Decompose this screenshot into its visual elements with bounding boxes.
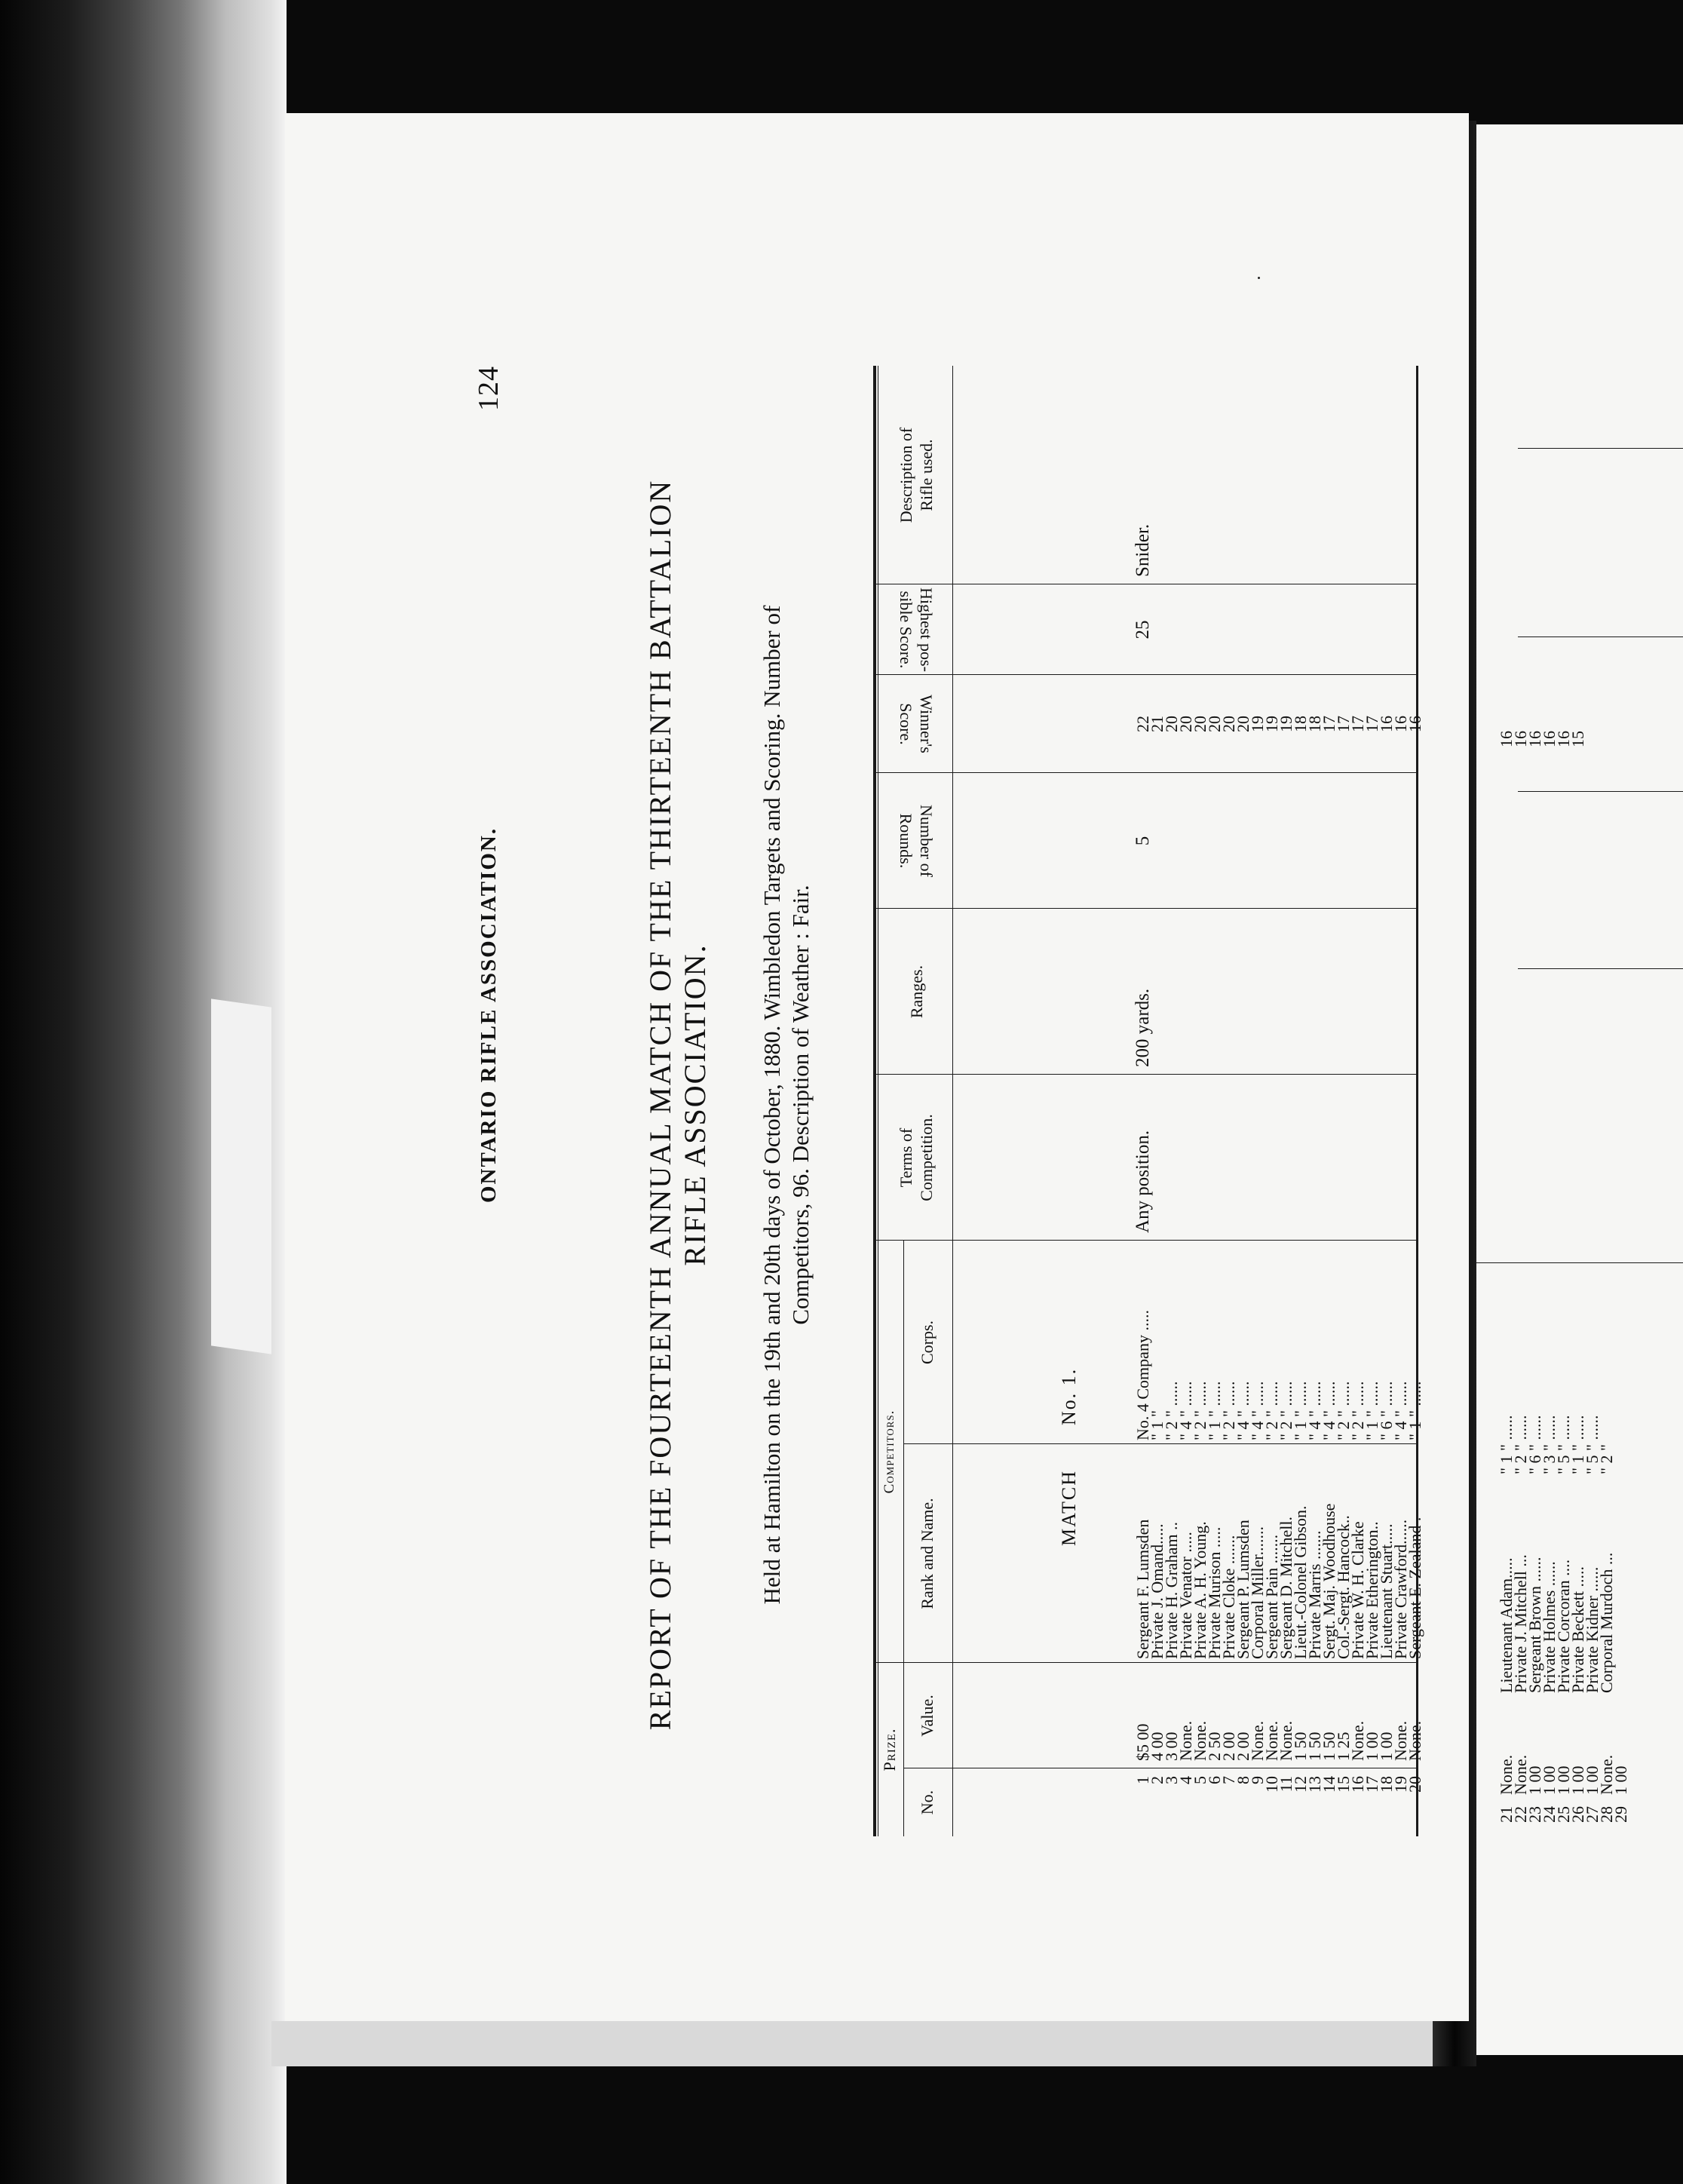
row-corps: " 2 " ...... bbox=[1191, 1381, 1209, 1440]
row-competitor-name: Corporal Miller....... bbox=[1248, 1526, 1267, 1659]
row-prize-value: 1 00 bbox=[1377, 1732, 1396, 1761]
row-corps: " 4 " ...... bbox=[1248, 1381, 1267, 1440]
row-corps: " 1 " ...... bbox=[1497, 1415, 1516, 1474]
row-prize-value: 2 00 bbox=[1219, 1732, 1238, 1761]
row-number: 7 bbox=[1219, 1776, 1238, 1784]
row-corps: " 2 " ...... bbox=[1334, 1381, 1353, 1440]
row-score: 18 bbox=[1291, 716, 1310, 732]
row-number: 26 bbox=[1568, 1806, 1587, 1823]
header-prize: Prize. bbox=[880, 1728, 899, 1771]
match-label: MATCH bbox=[1058, 1469, 1080, 1546]
row-prize-value: None. bbox=[1176, 1720, 1195, 1761]
header-terms: Terms of Competition. bbox=[897, 1114, 936, 1201]
header-corps: Corps. bbox=[918, 1320, 937, 1365]
row-competitor-name: Private Murison ..... bbox=[1205, 1526, 1224, 1659]
row-competitor-name: Private Crawford...... bbox=[1391, 1519, 1410, 1659]
row-number: 9 bbox=[1248, 1776, 1267, 1784]
report-title-line-2: RIFLE ASSOCIATION. bbox=[678, 943, 712, 1266]
row-corps: " 1 " ...... bbox=[1568, 1415, 1587, 1474]
row-score bbox=[1599, 698, 1614, 781]
row-number: 1 bbox=[1133, 1776, 1152, 1784]
next-col-sep bbox=[1518, 791, 1683, 792]
row-prize-value: None. bbox=[1191, 1720, 1209, 1761]
row-prize-value: 1 50 bbox=[1291, 1732, 1310, 1761]
row-score: 18 bbox=[1305, 716, 1324, 732]
row-corps: No. 4 Company ..... bbox=[1133, 1310, 1152, 1440]
row-competitor-name: Private Beckett ..... bbox=[1568, 1566, 1587, 1693]
header-rank-name: Rank and Name. bbox=[918, 1498, 937, 1609]
row-prize-value: None. bbox=[1497, 1754, 1516, 1795]
row-score: 20 bbox=[1234, 716, 1252, 732]
row-competitor-name: Corporal Murdoch ... bbox=[1597, 1552, 1616, 1693]
row-prize-value: 1 00 bbox=[1525, 1765, 1544, 1795]
row-competitor-name: Private Marris ....... bbox=[1305, 1530, 1324, 1659]
row-number: 12 bbox=[1291, 1776, 1310, 1793]
header-bottom-rule bbox=[952, 366, 953, 1836]
row-number: 15 bbox=[1334, 1776, 1353, 1793]
report-title-line-1: REPORT OF THE FOURTEENTH ANNUAL MATCH OF THE THIRTEENTH BATTALION bbox=[643, 479, 677, 1731]
header-value: Value. bbox=[918, 1695, 937, 1737]
row-prize-value: 1 25 bbox=[1334, 1732, 1353, 1761]
row-competitor-name: Private Cloke ....... bbox=[1219, 1535, 1238, 1659]
row-number: 21 bbox=[1497, 1806, 1516, 1823]
row-score bbox=[1614, 698, 1628, 781]
column-rank-name bbox=[1133, 1446, 1424, 1659]
report-title bbox=[643, 113, 726, 2021]
row-corps: " 5 " ...... bbox=[1554, 1415, 1573, 1474]
row-number: 5 bbox=[1191, 1776, 1209, 1784]
row-competitor-name: Sergeant F. Lumsden bbox=[1133, 1519, 1152, 1659]
row-corps: " 4 " ...... bbox=[1320, 1381, 1338, 1440]
next-column-winners-score bbox=[1499, 698, 1628, 781]
row-number: 10 bbox=[1262, 1776, 1281, 1793]
header-rifle: Description of Rifle used. bbox=[897, 427, 936, 523]
row-competitor-name: Private J. Mitchell ... bbox=[1511, 1554, 1530, 1693]
row-number: 8 bbox=[1234, 1776, 1252, 1784]
row-number: 19 bbox=[1391, 1776, 1410, 1793]
rifle-value: Snider. bbox=[1133, 523, 1153, 577]
header-no: No. bbox=[918, 1790, 937, 1815]
row-score: 16 bbox=[1554, 731, 1573, 747]
column-winners-score bbox=[1133, 682, 1424, 765]
row-score: 16 bbox=[1497, 731, 1516, 747]
column-corps bbox=[1133, 1243, 1424, 1440]
row-prize-value: None. bbox=[1348, 1720, 1367, 1761]
row-number: 27 bbox=[1583, 1806, 1602, 1823]
row-competitor-name: Private Holmes ...... bbox=[1540, 1561, 1559, 1693]
row-score: 17 bbox=[1363, 716, 1381, 732]
row-number: 20 bbox=[1406, 1776, 1424, 1793]
row-corps: " 2 " ...... bbox=[1348, 1381, 1367, 1440]
range-value: 200 yards. bbox=[1133, 988, 1153, 1067]
row-prize-value: 1 50 bbox=[1305, 1732, 1324, 1761]
rotated-page-content bbox=[285, 113, 1469, 2021]
row-competitor-name: Private Etherington.. bbox=[1363, 1521, 1381, 1659]
row-prize-value: 1 00 bbox=[1554, 1765, 1573, 1795]
row-prize-value: None. bbox=[1262, 1720, 1281, 1761]
row-corps: " 4 " ...... bbox=[1305, 1381, 1324, 1440]
row-number: 17 bbox=[1363, 1776, 1381, 1793]
row-number: 11 bbox=[1277, 1776, 1295, 1793]
row-competitor-name: Private J. Omand..... bbox=[1148, 1523, 1166, 1659]
row-score: 16 bbox=[1540, 731, 1559, 747]
row-prize-value: 2 00 bbox=[1234, 1732, 1252, 1761]
row-score: 17 bbox=[1320, 716, 1338, 732]
book-page-125-partial bbox=[1476, 124, 1683, 2055]
running-title: ONTARIO RIFLE ASSOCIATION. bbox=[477, 827, 501, 1203]
row-number: 3 bbox=[1162, 1776, 1181, 1784]
row-score: 20 bbox=[1191, 716, 1209, 732]
competitors-header-rule bbox=[903, 1241, 904, 1663]
row-score: 16 bbox=[1406, 716, 1424, 732]
row-corps: " 1 " ...... bbox=[1363, 1381, 1381, 1440]
row-score: 19 bbox=[1262, 716, 1281, 732]
row-score: 16 bbox=[1377, 716, 1396, 732]
row-corps: " 6 " ...... bbox=[1377, 1381, 1396, 1440]
book-page-124 bbox=[285, 113, 1469, 2021]
table-top-rule bbox=[873, 366, 876, 1836]
row-competitor-name: Private W. H. Clarke bbox=[1348, 1521, 1367, 1659]
row-number: 2 bbox=[1148, 1776, 1166, 1784]
row-competitor-name: Sergeant E. Zealand . bbox=[1406, 1517, 1424, 1659]
row-corps: " 1 " bbox=[1148, 1410, 1166, 1440]
next-column-corps bbox=[1499, 1271, 1628, 1474]
row-corps: " 3 " ...... bbox=[1540, 1415, 1559, 1474]
row-competitor-name: Private A. H. Young. bbox=[1191, 1521, 1209, 1659]
row-corps: " 5 " ...... bbox=[1583, 1415, 1602, 1474]
highest-value: 25 bbox=[1133, 620, 1153, 640]
row-number: 13 bbox=[1305, 1776, 1324, 1793]
row-number: 24 bbox=[1540, 1806, 1559, 1823]
row-competitor-name: Sergt. Maj. Woodhouse bbox=[1320, 1503, 1338, 1659]
print-speck bbox=[1258, 277, 1260, 279]
row-prize-value: None. bbox=[1277, 1720, 1295, 1761]
row-corps: " 4 " ...... bbox=[1234, 1381, 1252, 1440]
row-corps: " 1 " ...... bbox=[1205, 1381, 1224, 1440]
row-corps: " 1 " ...... bbox=[1406, 1381, 1424, 1440]
row-score: 15 bbox=[1568, 731, 1587, 747]
row-score: 17 bbox=[1334, 716, 1353, 732]
row-corps: " 2 " ...... bbox=[1162, 1381, 1181, 1440]
row-competitor-name: Sergeant Brown ...... bbox=[1525, 1557, 1544, 1693]
match-details-line-2: Competitors, 96. Description of Weather : Fair. bbox=[787, 885, 814, 1325]
row-number: 25 bbox=[1554, 1806, 1573, 1823]
row-score: 20 bbox=[1176, 716, 1195, 732]
row-prize-value: 1 00 bbox=[1583, 1765, 1602, 1795]
header-rounds: Number of Rounds. bbox=[897, 805, 936, 877]
row-prize-value: 1 00 bbox=[1568, 1765, 1587, 1795]
running-head bbox=[472, 113, 517, 2021]
row-competitor-name: Sergeant P. Lumsden bbox=[1234, 1520, 1252, 1659]
row-score: 16 bbox=[1525, 731, 1544, 747]
row-corps: " 2 " ...... bbox=[1262, 1381, 1281, 1440]
row-corps: " 2 " ...... bbox=[1511, 1415, 1530, 1474]
row-score: 22 bbox=[1133, 716, 1152, 732]
row-competitor-name: Col.-Sergt. Hancock.. bbox=[1334, 1515, 1353, 1659]
row-score: 19 bbox=[1277, 716, 1295, 732]
row-number: 16 bbox=[1348, 1776, 1367, 1793]
col-sep-corps bbox=[873, 1240, 1416, 1241]
row-score: 16 bbox=[1511, 731, 1530, 747]
row-number: 22 bbox=[1511, 1806, 1530, 1823]
row-corps: " 6 " ...... bbox=[1525, 1415, 1544, 1474]
row-prize-value: 1 50 bbox=[1320, 1732, 1338, 1761]
row-competitor-name: Sergeant D. Mitchell. bbox=[1277, 1517, 1295, 1659]
results-table bbox=[873, 366, 1422, 1836]
row-score: 20 bbox=[1205, 716, 1224, 732]
row-number: 14 bbox=[1320, 1776, 1338, 1793]
row-number: 18 bbox=[1377, 1776, 1396, 1793]
row-score: 20 bbox=[1219, 716, 1238, 732]
page-edge bbox=[211, 998, 271, 1354]
rounds-value: 5 bbox=[1133, 836, 1153, 846]
rotated-next-page-content bbox=[1476, 124, 1683, 2055]
row-corps: " 4 " ...... bbox=[1176, 1381, 1195, 1440]
row-competitor-name: Lieut.-Colonel Gibson. bbox=[1291, 1505, 1310, 1659]
row-corps: " 1 " ...... bbox=[1291, 1381, 1310, 1440]
column-value bbox=[1133, 1667, 1424, 1761]
row-number: 28 bbox=[1597, 1806, 1616, 1823]
row-competitor-name: Private Corcoran .... bbox=[1554, 1559, 1573, 1693]
next-col-sep bbox=[1476, 1262, 1683, 1263]
row-corps: " 2 " ...... bbox=[1219, 1381, 1238, 1440]
header-highest-possible-score: Highest pos- sible Score. bbox=[897, 587, 936, 672]
next-column-no bbox=[1499, 1806, 1628, 1851]
next-column-value bbox=[1499, 1704, 1628, 1795]
next-col-sep bbox=[1518, 448, 1683, 449]
row-competitor-name: Private Kidner ...... bbox=[1583, 1566, 1602, 1693]
row-score: 20 bbox=[1162, 716, 1181, 732]
row-competitor-name: Sergeant Pain ....... bbox=[1262, 1534, 1281, 1659]
column-no bbox=[1133, 1776, 1424, 1829]
row-number: 6 bbox=[1205, 1776, 1224, 1784]
row-corps: " 4 " ...... bbox=[1391, 1381, 1410, 1440]
row-prize-value: None. bbox=[1511, 1754, 1530, 1795]
row-number: 29 bbox=[1611, 1806, 1630, 1823]
row-prize-value: 2 50 bbox=[1205, 1732, 1224, 1761]
row-prize-value: None. bbox=[1597, 1754, 1616, 1795]
page-number: 124 bbox=[473, 366, 504, 411]
match-number: No. 1. bbox=[1058, 1367, 1080, 1425]
next-column-rank-name bbox=[1499, 1482, 1628, 1693]
row-prize-value: 4 00 bbox=[1148, 1732, 1166, 1761]
row-score: 17 bbox=[1348, 716, 1367, 732]
row-number: 23 bbox=[1525, 1806, 1544, 1823]
row-corps: " 2 " bbox=[1597, 1444, 1616, 1474]
row-competitor-name: Lieutenant Stuart..... bbox=[1377, 1523, 1396, 1659]
row-number: 4 bbox=[1176, 1776, 1195, 1784]
row-prize-value: 1 00 bbox=[1540, 1765, 1559, 1795]
col-sep-value bbox=[873, 1662, 1416, 1663]
row-prize-value: 3 00 bbox=[1162, 1732, 1181, 1761]
row-prize-value: 1 00 bbox=[1363, 1732, 1381, 1761]
col-sep-terms bbox=[873, 1074, 1416, 1075]
header-ranges: Ranges. bbox=[907, 965, 926, 1019]
row-prize-value: None. bbox=[1391, 1720, 1410, 1761]
row-corps: " 2 " ...... bbox=[1277, 1381, 1295, 1440]
header-competitors: Competitors. bbox=[881, 1409, 897, 1494]
row-prize-value: $5 00 bbox=[1133, 1723, 1152, 1761]
page-edge-bottom bbox=[271, 2021, 1433, 2066]
next-col-sep bbox=[1518, 968, 1683, 969]
row-prize-value: None. bbox=[1406, 1720, 1424, 1761]
header-winners-score: Winner's Score. bbox=[897, 695, 936, 753]
row-competitor-name: Private Venator ..... bbox=[1176, 1532, 1195, 1659]
row-competitor-name: Lieutenant Adam..... bbox=[1497, 1557, 1516, 1693]
prize-header-rule bbox=[903, 1663, 904, 1836]
row-score: 21 bbox=[1148, 716, 1166, 732]
row-score: 19 bbox=[1248, 716, 1267, 732]
row-prize-value: None. bbox=[1248, 1720, 1267, 1761]
col-sep-name bbox=[903, 1443, 1416, 1444]
row-prize-value: 1 00 bbox=[1611, 1765, 1630, 1795]
row-competitor-name: Private H. Graham .. bbox=[1162, 1521, 1181, 1659]
next-col-sep bbox=[1518, 636, 1683, 637]
row-score: 16 bbox=[1391, 716, 1410, 732]
match-details-line-1: Held at Hamilton on the 19th and 20th days of October, 1880. Wimbledon Targets and Scoring. Number of bbox=[759, 605, 785, 1605]
terms-value: Any position. bbox=[1133, 1130, 1153, 1233]
match-details bbox=[758, 388, 841, 1821]
